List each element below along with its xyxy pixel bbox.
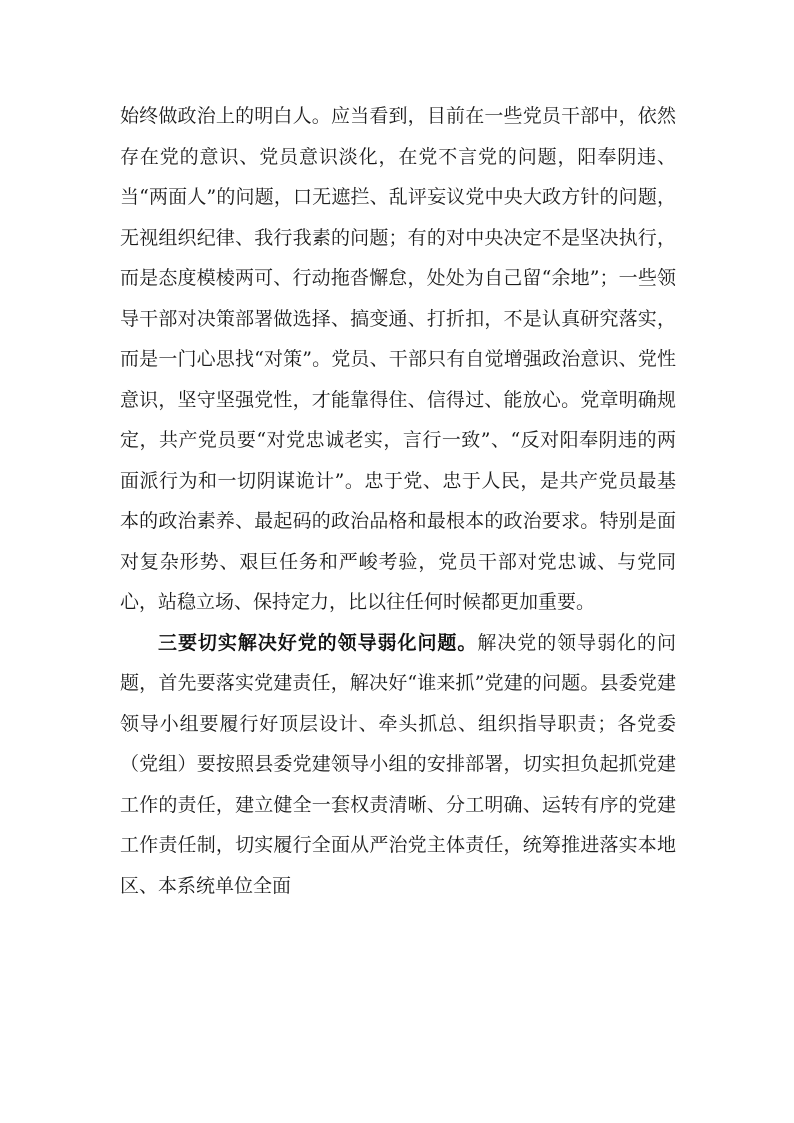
- section-heading-3: 三要切实解决好党的领导弱化问题。: [158, 631, 478, 654]
- section-3-body: 解决党的领导弱化的问题，首先要落实党建责任，解决好“谁来抓”党建的问题。县委党建领导小组要履行好顶层设计、牵头抓总、组织指导职责；各党委（党组）要按照县委党建领导小组的安排部署，切实担负起抓党建工作的责任，建立健全一套权责清晰、分工明确、运转有序的党建工作责任制，切实履行全面从严治党主体责任，统筹推进落实本地区、本系统单位全面: [120, 631, 676, 897]
- paragraph-section-3: [120, 623, 676, 907]
- paragraph-continued: 始终做政治上的明白人。应当看到，目前在一些党员干部中，依然存在党的意识、党员意识淡化，在党不言党的问题，阳奉阴违、当“两面人”的问题，口无遮拦、乱评妄议党中央大政方针的问题，无视组织纪律、我行我素的问题；有的对中央决定不是坚决执行，而是态度模棱两可、行动拖沓懈怠，处处为自己留“余地”；一些领导干部对决策部署做选择、搞变通、打折扣，不是认真研究落实，而是一门心思找“对策”。党员、干部只有自觉增强政治意识、党性意识，坚守坚强党性，才能靠得住、信得过、能放心。党章明确规定，共产党员要“对党忠诚老实，言行一致”、“反对阳奉阴违的两面派行为和一切阴谋诡计”。忠于党、忠于人民，是共产党员最基本的政治素养、最起码的政治品格和最根本的政治要求。特别是面对复杂形势、艰巨任务和严峻考验，党员干部对党忠诚、与党同心，站稳立场、保持定力，比以往任何时候都更加重要。: [120, 105, 676, 613]
- document-body: [120, 96, 676, 906]
